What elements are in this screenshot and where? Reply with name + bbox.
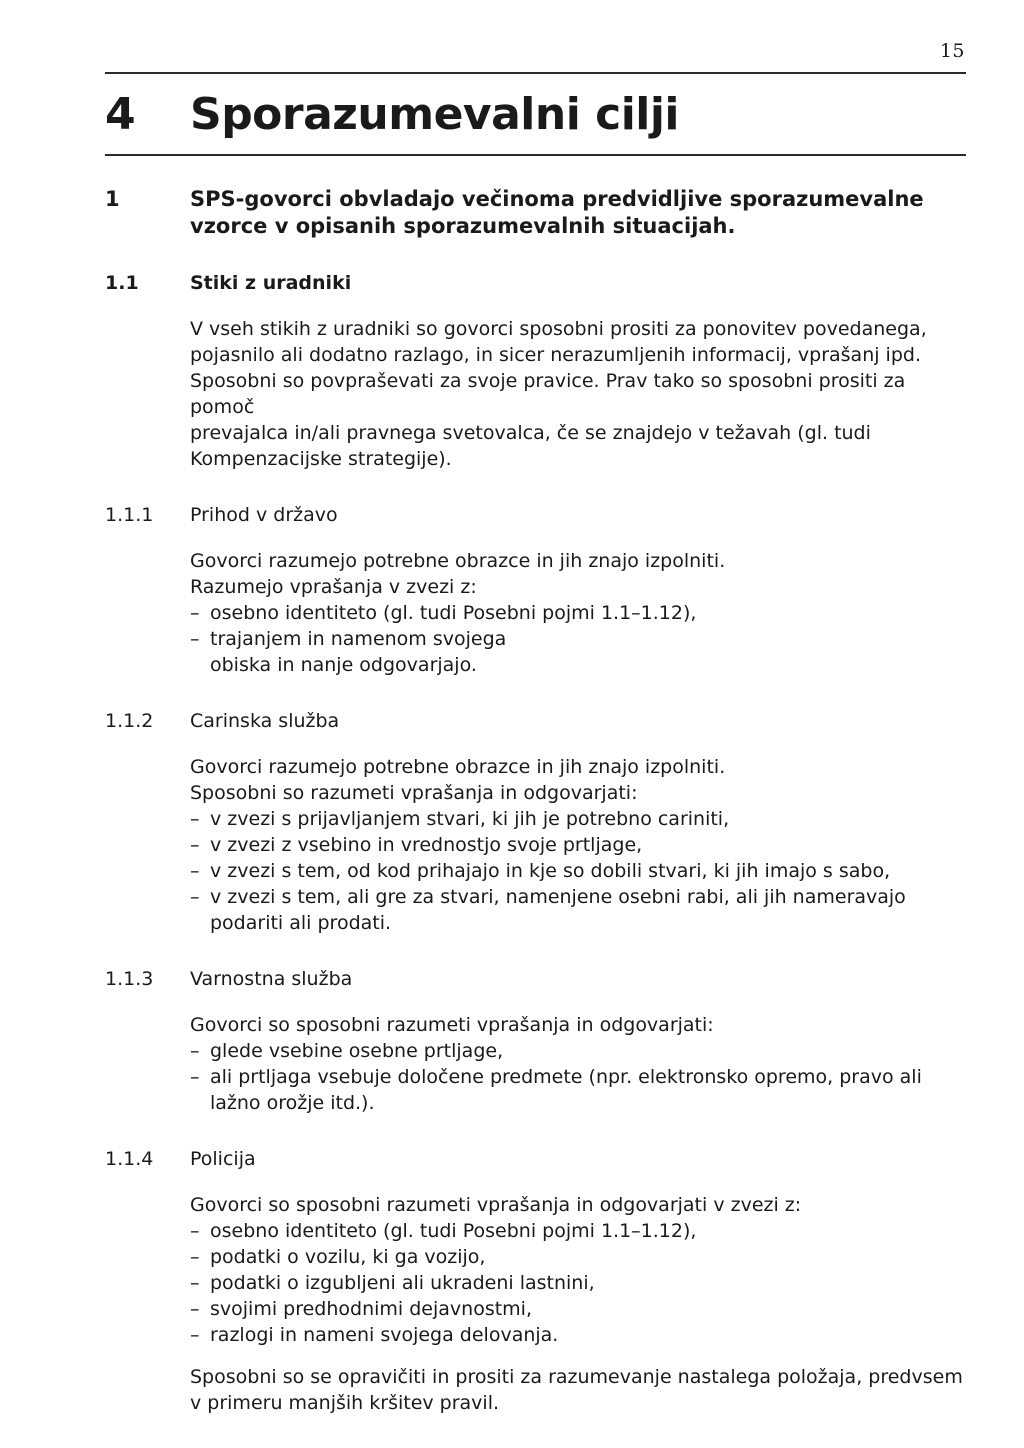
section-title: SPS-govorci obvladajo večinoma predvidljive sporazumevalne vzorce v opisanih sporazumevalnih situacijah. xyxy=(190,187,924,238)
paragraph-line: Sposobni so razumeti vprašanja in odgovarjati: xyxy=(190,782,638,804)
section-1-1-paragraph xyxy=(190,316,966,472)
subsection-1-1-2-body xyxy=(190,754,966,936)
list-item: – trajanjem in namenom svojega obiska in nanje odgovarjajo. xyxy=(190,628,507,676)
paragraph-line: Govorci so sposobni razumeti vprašanja in odgovarjati: xyxy=(190,1014,714,1036)
list-item: – svojimi predhodnimi dejavnostmi, xyxy=(190,1298,532,1320)
subsection-1-1-4-heading xyxy=(105,1146,966,1172)
subsection-number: 1.1.3 xyxy=(105,968,154,990)
header-rule-top xyxy=(105,72,966,74)
subsection-title: Varnostna služba xyxy=(190,968,353,990)
list-item: – v zvezi s tem, od kod prihajajo in kje so dobili stvari, ki jih imajo s sabo, xyxy=(190,860,891,882)
list-item: – v zvezi s prijavljanjem stvari, ki jih je potrebno cariniti, xyxy=(190,808,730,830)
section-number: 1.1 xyxy=(105,272,139,294)
closing-paragraph: Sposobni so se opravičiti in prositi za razumevanje nastalega položaja, predvsem v primeru manjših kršitev pravil. xyxy=(190,1366,963,1414)
chapter-number: 4 xyxy=(105,88,136,140)
list-item: – osebno identiteto (gl. tudi Posebni pojmi 1.1–1.12), xyxy=(190,1220,697,1242)
paragraph-line: prevajalca in/ali pravnega svetovalca, če se znajdejo v težavah (gl. tudi xyxy=(190,422,871,444)
dash-list xyxy=(190,600,966,678)
subsection-1-1-1-heading xyxy=(105,502,966,528)
section-1-heading xyxy=(105,186,966,240)
paragraph-line: Razumejo vprašanja v zvezi z: xyxy=(190,576,477,598)
dash-list xyxy=(190,1038,966,1116)
list-item: – ali prtljaga vsebuje določene predmete (npr. elektronsko opremo, pravo ali lažno orožje itd.). xyxy=(190,1066,922,1114)
section-number: 1 xyxy=(105,187,120,211)
section-title: Stiki z uradniki xyxy=(190,272,352,294)
subsection-number: 1.1.1 xyxy=(105,504,154,526)
list-item: – podatki o vozilu, ki ga vozijo, xyxy=(190,1246,486,1268)
subsection-title: Policija xyxy=(190,1148,256,1170)
paragraph-line: Kompenzacijske strategije). xyxy=(190,448,452,470)
document-body xyxy=(105,186,966,1416)
subsection-1-1-2-heading xyxy=(105,708,966,734)
header-rule-bottom xyxy=(105,154,966,156)
dash-list xyxy=(190,1218,966,1348)
chapter-title: Sporazumevalni cilji xyxy=(190,88,680,140)
list-item: – razlogi in nameni svojega delovanja. xyxy=(190,1324,559,1346)
subsection-title: Carinska služba xyxy=(190,710,340,732)
section-1-1-heading xyxy=(105,270,966,296)
chapter-heading xyxy=(105,82,679,146)
list-item: – v zvezi z vsebino in vrednostjo svoje prtljage, xyxy=(190,834,643,856)
page-number: 15 xyxy=(939,40,965,62)
list-item: – glede vsebine osebne prtljage, xyxy=(190,1040,504,1062)
list-item: – v zvezi s tem, ali gre za stvari, namenjene osebni rabi, ali jih nameravajo podariti ali prodati. xyxy=(190,886,906,934)
paragraph-line: Govorci so sposobni razumeti vprašanja in odgovarjati v zvezi z: xyxy=(190,1194,802,1216)
subsection-number: 1.1.2 xyxy=(105,710,154,732)
list-item: – podatki o izgubljeni ali ukradeni lastnini, xyxy=(190,1272,595,1294)
subsection-1-1-4-body xyxy=(190,1192,966,1416)
dash-list xyxy=(190,806,966,936)
paragraph-line: Sposobni so povpraševati za svoje pravice. Prav tako so sposobni prositi za pomoč xyxy=(190,370,906,418)
subsection-title: Prihod v državo xyxy=(190,504,338,526)
subsection-1-1-1-body xyxy=(190,548,966,678)
paragraph-line: pojasnilo ali dodatno razlago, in sicer nerazumljenih informacij, vprašanj ipd. xyxy=(190,344,921,366)
paragraph-line: V vseh stikih z uradniki so govorci sposobni prositi za ponovitev povedanega, xyxy=(190,318,927,340)
subsection-1-1-3-body xyxy=(190,1012,966,1116)
paragraph-line: Govorci razumejo potrebne obrazce in jih znajo izpolniti. xyxy=(190,550,726,572)
subsection-number: 1.1.4 xyxy=(105,1148,154,1170)
paragraph-line: Govorci razumejo potrebne obrazce in jih znajo izpolniti. xyxy=(190,756,726,778)
subsection-1-1-3-heading xyxy=(105,966,966,992)
list-item: – osebno identiteto (gl. tudi Posebni pojmi 1.1–1.12), xyxy=(190,602,697,624)
